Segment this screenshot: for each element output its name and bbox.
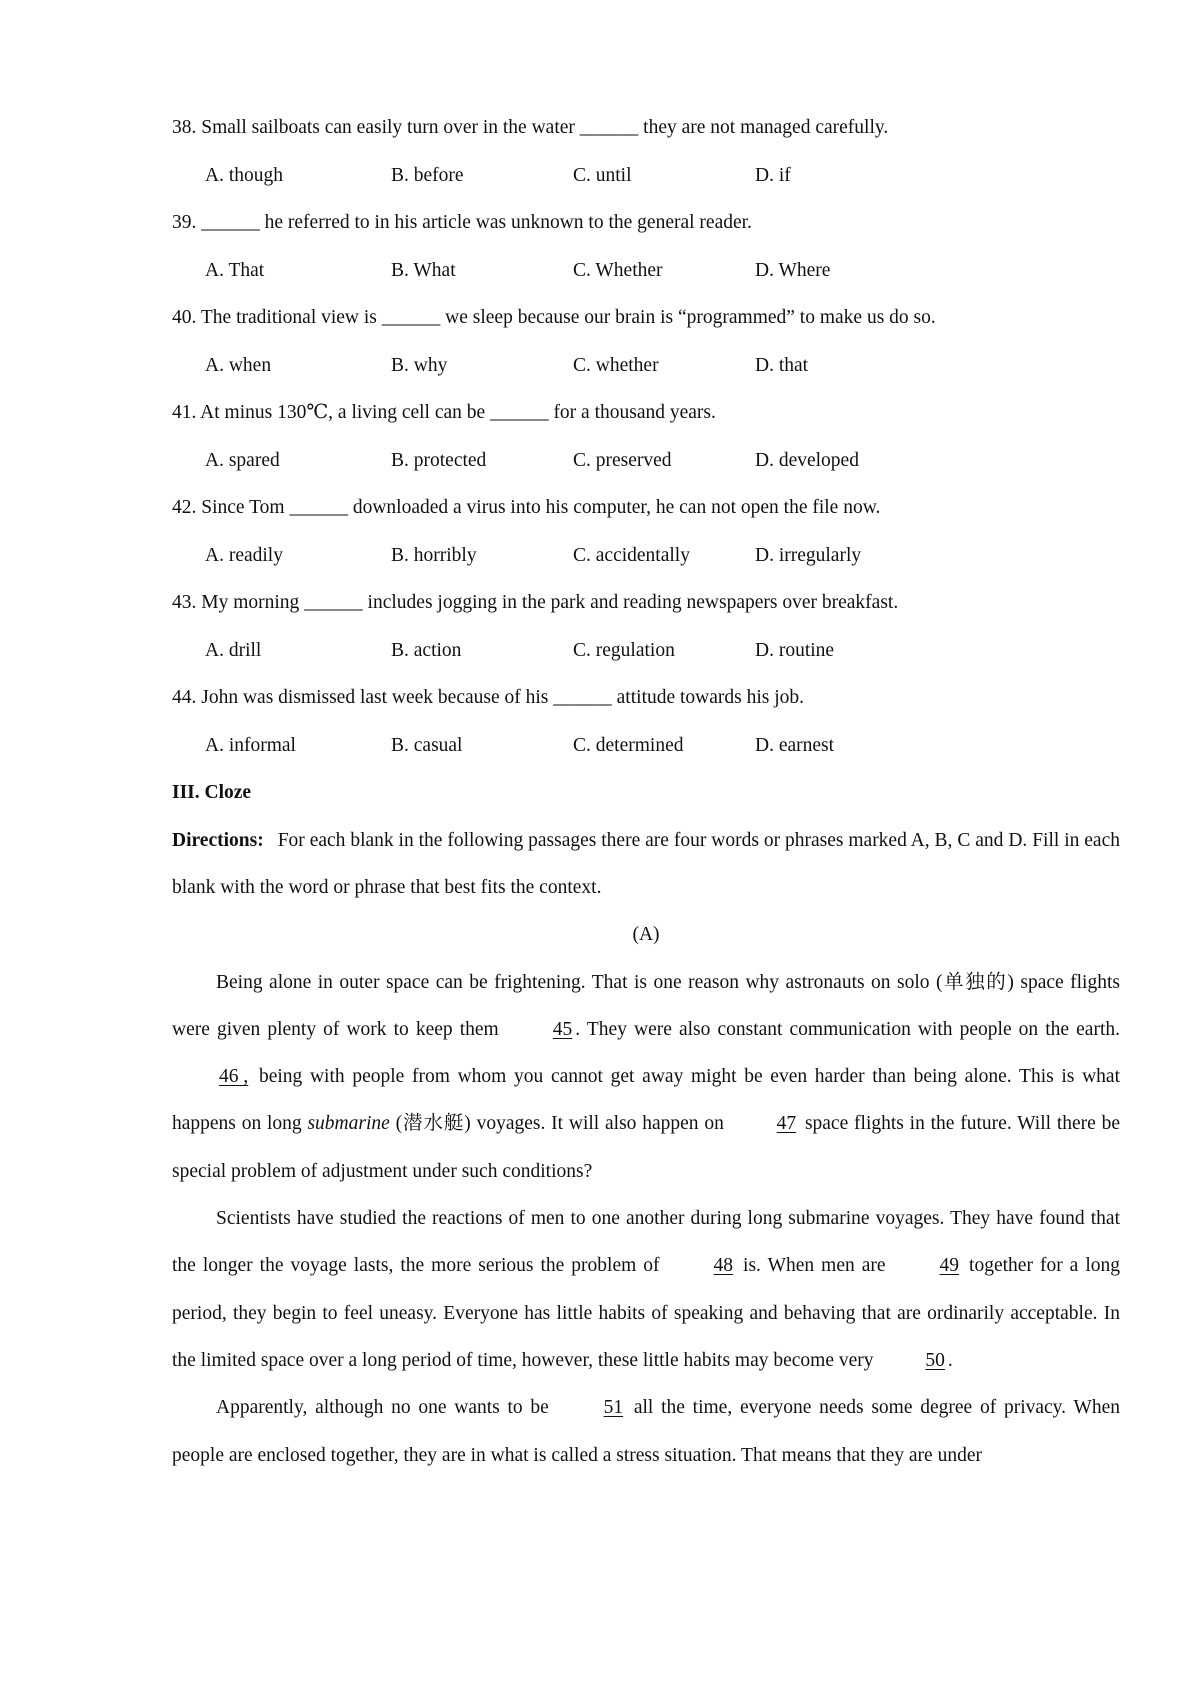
exam-page	[172, 104, 1120, 1479]
question-stem: 44. John was dismissed last week because of his	[172, 687, 554, 708]
question-stem-end: attitude towards his job.	[611, 687, 805, 708]
option-d: D. that	[755, 354, 809, 376]
options-42	[172, 532, 1120, 580]
option-c: C. regulation	[573, 639, 675, 661]
answer-blank: ______	[289, 497, 348, 518]
option-d: D. earnest	[755, 734, 835, 756]
passage-label: (A)	[632, 924, 660, 946]
question-stem: 43. My morning	[172, 592, 305, 613]
paragraph-text: Scientists have studied the reactions of men to one another during long submarine voyages. They have found that the longer the voyage lasts, the more serious the problem of	[172, 1208, 1120, 1277]
option-c: C. Whether	[573, 259, 663, 281]
question-stem: 39.	[172, 212, 202, 233]
paragraph-text: being with people from whom you cannot get away might be even harder than being alone. This is what happens on long	[172, 1066, 1120, 1135]
paragraph-text: space flights in the future. Will there be special problem of adjustment under such conditions?	[172, 1113, 1120, 1182]
option-a: A. when	[205, 354, 272, 376]
option-c: C. determined	[573, 734, 684, 756]
options-38	[172, 152, 1120, 200]
question-40	[172, 294, 1120, 342]
option-b: B. before	[391, 164, 464, 186]
option-b: B. protected	[391, 449, 487, 471]
option-d: D. irregularly	[755, 544, 862, 566]
question-39	[172, 199, 1120, 247]
directions-text: For each blank in the following passages there are four words or phrases marked A, B, C and D. Fill in each blank with the word or phrase that best fits the context.	[172, 829, 1120, 898]
question-stem-end: includes jogging in the park and reading newspapers over breakfast.	[362, 592, 899, 613]
option-d: D. Where	[755, 259, 831, 281]
option-d: D. if	[755, 164, 791, 186]
paragraph-text: (潜水艇) voyages. It will also happen on	[389, 1113, 730, 1135]
options-41	[172, 437, 1120, 485]
question-stem-end: we sleep because our brain is “programmed” to make us do so.	[440, 307, 936, 328]
option-a: A. though	[205, 164, 283, 186]
option-b: B. What	[391, 259, 456, 281]
cloze-blank-47: 47	[776, 1113, 797, 1135]
option-c: C. until	[573, 164, 632, 186]
cloze-blank-50: 50	[925, 1349, 945, 1371]
passage-paragraph-3	[172, 1384, 1120, 1479]
directions-label: Directions:	[172, 829, 264, 851]
option-a: A. readily	[205, 544, 283, 566]
passage-paragraph-2	[172, 1195, 1120, 1384]
option-b: B. casual	[391, 734, 463, 756]
answer-blank: ______	[201, 212, 260, 233]
question-stem-end: for a thousand years.	[548, 402, 716, 423]
options-39	[172, 247, 1120, 295]
option-c: C. preserved	[573, 449, 672, 471]
question-stem: 40. The traditional view is	[172, 307, 382, 328]
answer-blank: ______	[490, 402, 549, 423]
paragraph-text: all the time, everyone needs some degree of privacy. When people are enclosed together, they are in what is called a stress situation. That means that they are under	[172, 1397, 1121, 1466]
option-b: B. why	[391, 354, 448, 376]
question-stem: 38. Small sailboats can easily turn over in the water	[172, 117, 580, 138]
option-c: C. whether	[573, 354, 659, 376]
options-44	[172, 722, 1120, 770]
option-d: D. routine	[755, 639, 835, 661]
paragraph-text: together for a long period, they begin to feel uneasy. Everyone has little habits of speaking and behaving that are ordinarily acceptable. In the limited space over a long period of time, however, these little habits may become very	[172, 1255, 1121, 1371]
paragraph-text: .	[947, 1349, 953, 1371]
option-a: A. drill	[205, 639, 262, 661]
option-b: B. horribly	[391, 544, 477, 566]
question-stem-end: he referred to in his article was unknown to the general reader.	[259, 212, 752, 233]
question-38	[172, 104, 1120, 152]
question-43	[172, 579, 1120, 627]
passage-paragraph-1	[172, 959, 1120, 1195]
question-stem: 41. At minus 130℃, a living cell can be	[172, 402, 491, 423]
options-43	[172, 627, 1120, 675]
question-stem: 42. Since Tom	[172, 497, 290, 518]
option-b: B. action	[391, 639, 462, 661]
question-stem-end: they are not managed carefully.	[638, 117, 889, 138]
option-d: D. developed	[755, 449, 859, 471]
answer-blank: ______	[381, 307, 441, 328]
section-directions	[172, 817, 1120, 912]
paragraph-text: . They were also constant communication with people on the earth.	[575, 1018, 1120, 1040]
section-heading: III. Cloze	[172, 782, 252, 803]
option-a: A. That	[205, 259, 265, 281]
answer-blank: ______	[579, 117, 639, 138]
italic-term: submarine	[307, 1113, 390, 1135]
paragraph-text: Apparently, although no one wants to be	[216, 1397, 557, 1419]
option-c: C. accidentally	[573, 544, 690, 566]
cloze-blank-49: 49	[939, 1255, 960, 1277]
paragraph-text: Being alone in outer space can be frightening. That is one reason why astronauts on solo (单独的) space flights were given plenty of work to keep them	[172, 971, 1120, 1040]
option-a: A. informal	[205, 734, 296, 756]
cloze-blank-46: 46 ,	[219, 1066, 249, 1088]
cloze-blank-45: 45	[552, 1018, 573, 1040]
cloze-blank-51: 51	[603, 1397, 624, 1419]
answer-blank: ______	[553, 687, 612, 708]
question-42	[172, 484, 1120, 532]
options-40	[172, 342, 1120, 390]
question-41	[172, 389, 1120, 437]
question-stem-end: downloaded a virus into his computer, he can not open the file now.	[347, 497, 881, 518]
cloze-blank-48: 48	[713, 1255, 734, 1277]
answer-blank: ______	[304, 592, 363, 613]
question-44	[172, 674, 1120, 722]
option-a: A. spared	[205, 449, 280, 471]
paragraph-text: is. When men are	[736, 1255, 893, 1277]
